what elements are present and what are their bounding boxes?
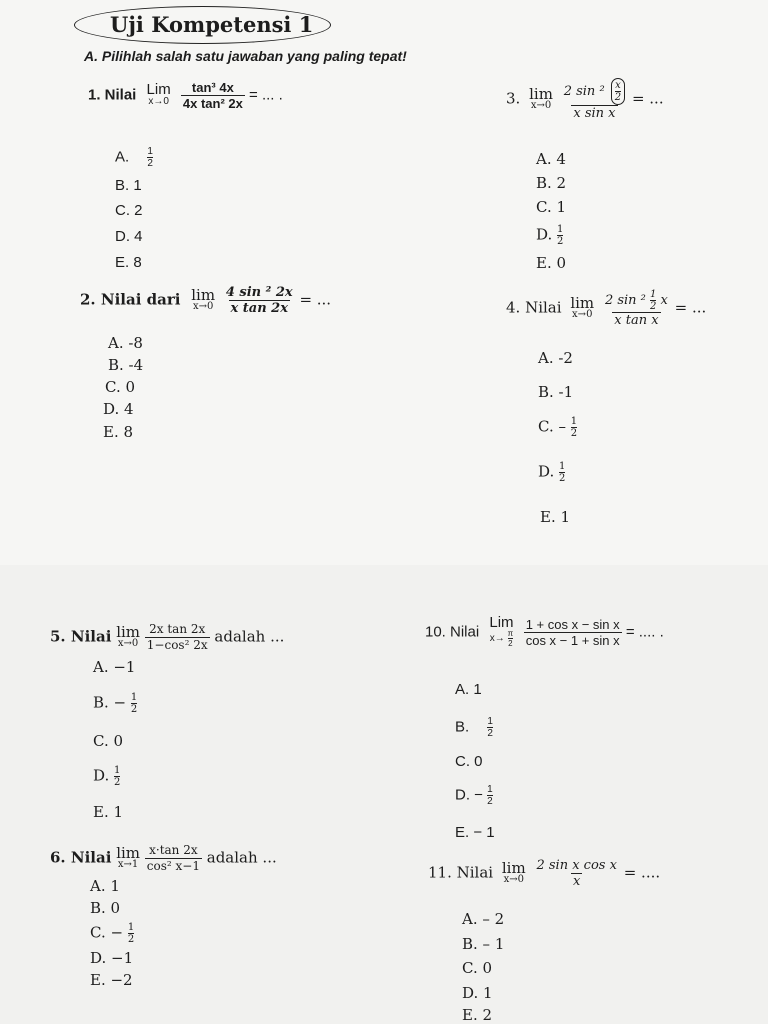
q6-option-b: B. 0 (90, 899, 121, 917)
q4-num-frac-den: 2 (650, 301, 657, 312)
q3-inner-fraction (611, 78, 625, 105)
q6-fraction (145, 843, 202, 874)
q10-option-b-num: 1 (487, 716, 493, 727)
q2-denominator: x tan 2x (230, 301, 288, 316)
q1-fraction (181, 80, 245, 111)
q4-numerator-a: 2 sin ² (604, 293, 646, 308)
q1-option-b: B. 1 (115, 177, 142, 194)
q1-limit (146, 80, 171, 108)
q10-lim-sub (490, 629, 513, 648)
q1-option-e: E. 8 (115, 254, 142, 271)
q5-option-d-label: D. (93, 766, 110, 785)
q5-option-b-fraction (131, 692, 137, 715)
q1-lim: Lim (146, 80, 171, 98)
q1-suffix: = ... . (249, 86, 283, 104)
q4-num-frac-num: 1 (650, 289, 657, 300)
q2-lim: lim (191, 285, 216, 304)
q3-denominator: x sin x (573, 106, 616, 121)
question-1 (88, 80, 283, 111)
q3-option-d (536, 224, 563, 247)
q10-option-b-den: 2 (487, 728, 493, 739)
q4-fraction (603, 289, 670, 328)
q10-numerator: 1 + cos x − sin x (525, 617, 620, 632)
q11-option-b: B. – 1 (462, 935, 505, 953)
q11-suffix: = .... (623, 863, 661, 882)
q1-option-a (115, 146, 153, 169)
q10-option-d (455, 784, 493, 807)
q10-fraction (524, 617, 622, 648)
q6-option-c-den: 2 (127, 934, 135, 945)
q10-option-b-label: B. (455, 718, 470, 736)
q10-option-b (455, 716, 493, 739)
q5-option-b (93, 692, 137, 715)
q5-option-b-label: B. − (93, 693, 127, 712)
q11-fraction (534, 858, 618, 889)
q10-option-d-label: D. − (455, 786, 483, 804)
q2-option-e: E. 8 (103, 423, 134, 441)
q11-lim-sub: x→0 (503, 873, 524, 885)
q4-option-d-num: 1 (559, 461, 566, 472)
question-10 (425, 614, 664, 648)
question-5 (50, 622, 284, 653)
q11-option-c: C. 0 (462, 959, 493, 977)
q5-option-a: A. −1 (93, 658, 136, 676)
q6-prefix: 6. Nilai (50, 848, 112, 867)
q10-option-d-num: 1 (487, 784, 493, 795)
q3-option-a: A. 4 (536, 150, 566, 168)
q6-lim: lim (116, 843, 141, 862)
q1-option-a-num: 1 (147, 146, 153, 157)
q11-option-a: A. – 2 (462, 910, 505, 928)
q6-option-c-label: C. − (90, 923, 124, 942)
q6-option-c-fraction (128, 922, 134, 945)
q6-option-c (90, 922, 134, 945)
q1-option-a-label: A. (115, 148, 130, 166)
q6-option-a: A. 1 (90, 877, 120, 895)
question-6 (50, 843, 277, 874)
q4-option-c-label: C. – (538, 417, 566, 436)
q10-lim-sub-text: x→ (489, 633, 505, 645)
q2-option-c: C. 0 (105, 378, 136, 396)
q4-lim: lim (570, 293, 595, 312)
q2-option-a: A. -8 (108, 334, 143, 352)
q4-option-d-label: D. (538, 462, 555, 481)
q10-denominator: cos x − 1 + sin x (525, 633, 620, 648)
q5-suffix: adalah ... (214, 627, 285, 646)
instruction: A. Pilihlah salah satu jawaban yang paling tepat! (84, 48, 407, 64)
q4-option-c (538, 416, 577, 439)
q5-lim-sub: x→0 (117, 637, 139, 649)
q10-option-a: A. 1 (455, 681, 482, 698)
q3-prefix: 3. (506, 89, 521, 108)
q5-limit (116, 622, 141, 650)
q3-suffix: = ... (631, 89, 664, 108)
q11-denominator: x (573, 874, 581, 889)
q3-lim: lim (529, 84, 553, 103)
q4-suffix: = ... (674, 298, 707, 317)
q3-fraction (562, 78, 627, 121)
q3-numerator-text: 2 sin ² (563, 84, 605, 99)
q10-limit (489, 614, 514, 648)
q2-numerator: 4 sin ² 2x (225, 285, 293, 300)
q5-prefix: 5. Nilai (50, 627, 112, 646)
q11-option-d: D. 1 (462, 984, 493, 1002)
q3-inner-num: x (615, 80, 621, 91)
q3-option-b: B. 2 (536, 174, 567, 192)
q4-option-a: A. -2 (538, 349, 573, 367)
q4-numerator (603, 289, 670, 312)
q5-option-b-den: 2 (130, 704, 138, 715)
q2-fraction (224, 285, 295, 316)
q3-option-e: E. 0 (536, 254, 567, 272)
q4-denominator: x tan x (614, 313, 659, 328)
q3-lim-sub: x→0 (530, 99, 552, 111)
q4-option-e: E. 1 (540, 508, 571, 526)
q10-option-b-fraction (487, 716, 493, 739)
q3-option-d-label: D. (536, 225, 553, 244)
q4-option-c-fraction (571, 416, 577, 439)
question-4 (506, 289, 706, 328)
q5-option-d (93, 765, 120, 788)
q4-numerator-fraction (650, 289, 656, 312)
q10-lim-sub-num: π (507, 629, 514, 638)
q6-option-c-num: 1 (127, 922, 135, 933)
q5-option-c: C. 0 (93, 732, 124, 750)
q11-numerator: 2 sin x cos x (536, 858, 617, 873)
q4-option-d-fraction (559, 461, 565, 484)
q2-lim-sub: x→0 (192, 300, 214, 312)
q2-suffix: = ... (299, 290, 332, 309)
q3-limit (529, 84, 553, 112)
q6-denominator: cos² x−1 (146, 859, 200, 873)
q4-option-b: B. -1 (538, 383, 574, 401)
q1-lim-sub: x→0 (148, 95, 169, 107)
q10-prefix: 10. Nilai (425, 623, 480, 641)
q11-prefix: 11. Nilai (428, 863, 494, 882)
q4-numerator-b: x (660, 293, 668, 308)
q4-option-d (538, 461, 565, 484)
q3-option-d-num: 1 (557, 224, 564, 235)
q6-limit (116, 843, 141, 871)
q5-numerator: 2x tan 2x (149, 622, 206, 636)
q5-denominator: 1−cos² 2x (146, 638, 208, 652)
q1-prefix: 1. Nilai (88, 86, 137, 104)
q5-option-d-den: 2 (114, 777, 121, 788)
q10-option-d-fraction (487, 784, 493, 807)
q2-limit (191, 285, 216, 313)
q5-option-d-num: 1 (114, 765, 121, 776)
q11-lim: lim (501, 858, 526, 877)
q2-option-b: B. -4 (108, 356, 144, 374)
q6-option-d: D. −1 (90, 949, 134, 967)
q11-option-e: E. 2 (462, 1006, 493, 1024)
page-title: Uji Kompetensi 1 (110, 12, 314, 37)
q4-option-c-num: 1 (570, 416, 578, 427)
q10-lim: Lim (489, 614, 514, 631)
q5-lim: lim (116, 622, 141, 641)
q1-option-a-fraction (147, 146, 153, 169)
q2-option-d: D. 4 (103, 400, 134, 418)
q3-option-c: C. 1 (536, 198, 567, 216)
q5-option-e: E. 1 (93, 803, 124, 821)
q11-limit (501, 858, 526, 886)
q10-option-c: C. 0 (455, 753, 483, 770)
q6-numerator: x·tan 2x (149, 843, 198, 857)
q3-inner-den: 2 (614, 92, 622, 103)
q4-option-c-den: 2 (570, 428, 578, 439)
question-11 (428, 858, 660, 889)
q6-option-e: E. −2 (90, 971, 133, 989)
q1-option-c: C. 2 (115, 202, 143, 219)
q4-option-d-den: 2 (559, 473, 566, 484)
question-3 (506, 78, 664, 121)
q1-option-a-den: 2 (147, 158, 153, 169)
q10-option-d-den: 2 (487, 796, 493, 807)
q2-prefix: 2. Nilai dari (80, 290, 181, 309)
q5-option-d-fraction (114, 765, 120, 788)
q6-suffix: adalah ... (206, 848, 277, 867)
q1-numerator: tan³ 4x (191, 80, 234, 95)
q10-lim-sub-fraction (508, 629, 514, 648)
q10-lim-sub-den: 2 (508, 639, 513, 648)
q3-option-d-fraction (557, 224, 563, 247)
q3-option-d-den: 2 (557, 236, 564, 247)
question-2 (80, 285, 331, 316)
q1-option-d: D. 4 (115, 228, 143, 245)
q10-option-e: E. − 1 (455, 824, 495, 841)
q3-numerator (562, 78, 627, 105)
q6-lim-sub: x→1 (117, 858, 139, 870)
q5-option-b-num: 1 (130, 692, 138, 703)
q4-limit (570, 293, 595, 321)
q4-prefix: 4. Nilai (506, 298, 562, 317)
q4-lim-sub: x→0 (572, 308, 593, 320)
q10-suffix: = .... . (625, 623, 664, 641)
q5-fraction (145, 622, 210, 653)
q1-denominator: 4x tan² 2x (182, 96, 243, 111)
